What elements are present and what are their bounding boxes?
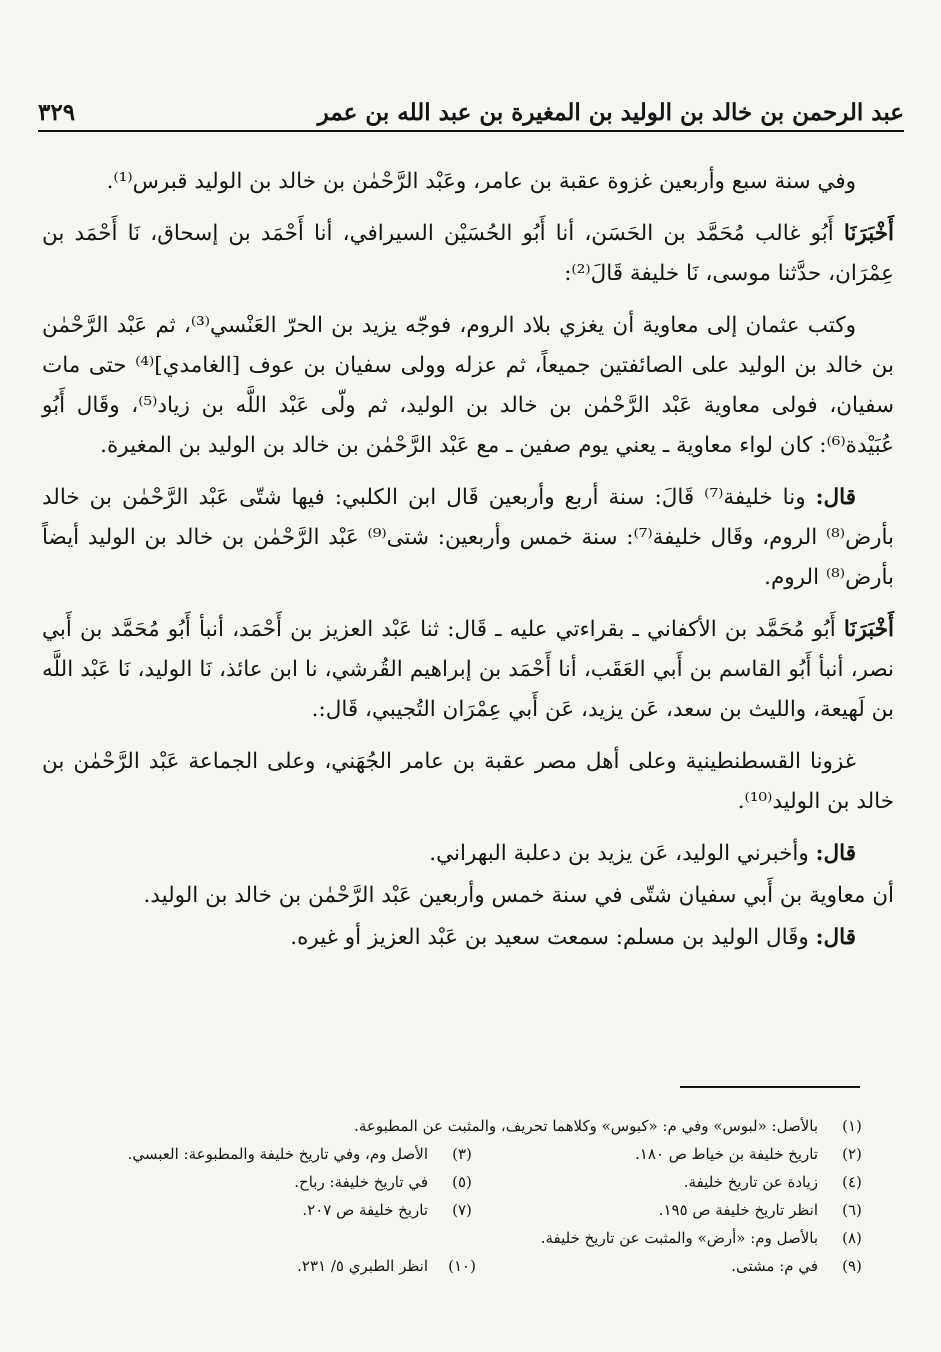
footnote-row	[70, 1112, 870, 1140]
paragraph	[42, 834, 894, 874]
footnote-number: (٢)	[842, 1145, 862, 1163]
footnote-text: في تاريخ خليفة: رباح.	[294, 1173, 428, 1191]
paragraph-text: وكتب عثمان إلى معاوية أن يغزي بلاد الروم، فوجّه يزيد بن الحرّ العَنْسي⁽³⁾، ثم عَبْد الرَّحْمٰن بن خالد بن الوليد على الصائفتين جميعاً، ثم عزله وولى سفيان بن عوف [الغامدي]⁽⁴⁾ حتى مات سفيان، فولى معاوية عَبْد الرَّحْمٰن بن خالد بن الوليد، ثم ولّى عَبْد اللَّه بن زياد⁽⁵⁾، وقَال أَبُو عُبَيْدة⁽⁶⁾: كان لواء معاوية ـ يعني يوم صفين ـ مع عَبْد الرَّحْمٰن بن خالد بن الوليد بن المغيرة.	[42, 313, 894, 458]
footnote-number: (٣)	[452, 1145, 472, 1163]
footnote-text: بالأصل: «لبوس» وفي م: «كبوس» وكلاهما تحريف، والمثبت عن المطبوعة.	[354, 1117, 818, 1135]
paragraph-text: غزونا القسطنطينية وعلى أهل مصر عقبة بن عامر الجُهَني، وعلى الجماعة عَبْد الرَّحْمٰن بن خالد بن الوليد⁽¹⁰⁾.	[42, 749, 894, 814]
footnote	[480, 1196, 870, 1224]
footnote-number: (٧)	[452, 1201, 472, 1219]
footnote	[480, 1168, 870, 1196]
footnote-number: (١)	[842, 1117, 862, 1135]
footnote	[480, 1252, 870, 1280]
footnote-text: في م: مشتى.	[731, 1257, 818, 1275]
paragraph-lead: قال:	[815, 841, 856, 866]
paragraph-lead: قال:	[815, 925, 856, 950]
paragraph	[42, 742, 894, 822]
footnote-text: انظر الطبري ٥/ ٢٣١.	[297, 1257, 428, 1275]
footnote-number: (٨)	[842, 1229, 862, 1247]
paragraph	[42, 478, 894, 598]
footnote-number: (٤)	[842, 1173, 862, 1191]
footnote-text: بالأصل وم: «أرض» والمثبت عن تاريخ خليفة.	[540, 1229, 818, 1247]
paragraph	[42, 306, 894, 466]
paragraph-text: ونا خليفة⁽⁷⁾ قَالَ: سنة أربع وأربعين قَال ابن الكلبي: فيها شتّى عَبْد الرَّحْمٰن بن خالد بأرض⁽⁸⁾ الروم، وقَال خليفة⁽⁷⁾: سنة خمس وأربعين: شتى⁽⁹⁾ عَبْد الرَّحْمٰن بن خالد بن الوليد أيضاً بأرض⁽⁸⁾ الروم.	[42, 485, 894, 590]
footnote	[90, 1168, 480, 1196]
paragraph-text: وأخبرني الوليد، عَن يزيد بن دعلبة البهراني.	[429, 841, 816, 866]
running-title: عبد الرحمن بن خالد بن الوليد بن المغيرة بن عبد الله بن عمر	[317, 99, 904, 126]
paragraph-lead: أَخْبَرَنَا	[843, 617, 894, 642]
paragraph	[42, 214, 894, 294]
paragraph	[42, 876, 894, 916]
paragraph-text: وقَال الوليد بن مسلم: سمعت سعيد بن عَبْد العزيز أو غيره.	[290, 925, 816, 950]
footnote	[90, 1252, 480, 1280]
footnote	[70, 1112, 870, 1140]
page-header	[38, 88, 904, 132]
footnote	[480, 1140, 870, 1168]
paragraph-lead: قال:	[815, 485, 856, 510]
footnote-divider	[680, 1086, 860, 1088]
footnote-text: انظر تاريخ خليفة ص ١٩٥.	[658, 1201, 818, 1219]
footnote-row	[70, 1140, 870, 1168]
paragraph	[42, 918, 894, 958]
paragraph-text: أَبُو غالب مُحَمَّد بن الحَسَن، أنا أَبُو الحُسَيْن السيرافي، أنا أَحْمَد بن إسحاق، نَا أَحْمَد بن عِمْرَان، حدَّثنا موسى، نَا خليفة قَالَ⁽²⁾:	[42, 221, 894, 286]
footnote-number: (٥)	[452, 1173, 472, 1191]
paragraph-lead: أَخْبَرَنَا	[843, 221, 894, 246]
page-number: ٣٢٩	[38, 99, 76, 126]
paragraph-text: أن معاوية بن أَبي سفيان شتّى في سنة خمس وأربعين عَبْد الرَّحْمٰن بن خالد بن الوليد.	[143, 883, 894, 908]
paragraph-text: وفي سنة سبع وأربعين غزوة عقبة بن عامر، وعَبْد الرَّحْمٰن بن خالد بن الوليد قبرس⁽¹⁾.	[106, 169, 856, 194]
footnote	[70, 1224, 870, 1252]
footnote	[90, 1196, 480, 1224]
main-text	[42, 162, 894, 970]
footnote-row	[70, 1196, 870, 1224]
footnote-row	[70, 1168, 870, 1196]
paragraph	[42, 610, 894, 730]
footnote-number: (١٠)	[448, 1257, 476, 1275]
footnote-text: الأصل وم، وفي تاريخ خليفة والمطبوعة: العبسي.	[127, 1145, 428, 1163]
footnote-text: زيادة عن تاريخ خليفة.	[683, 1173, 818, 1191]
paragraph	[42, 162, 894, 202]
paragraph-text: أَبُو مُحَمَّد بن الأكفاني ـ بقراءتي عليه ـ قَال: ثنا عَبْد العزيز بن أَحْمَد، أنبأ أَبُو مُحَمَّد بن أَبي نصر، أنبأ أَبُو القاسم بن أَبي العَقَب، أنا أَحْمَد بن إبراهيم القُرشي، نا ابن عائذ، نَا الوليد، نَا عَبْد اللَّه بن لَهيعة، والليث بن سعد، عَن يزيد، عَن أَبي عِمْرَان التُجيبي، قَال:.	[42, 617, 894, 722]
footnote-number: (٦)	[842, 1201, 862, 1219]
footnote	[90, 1140, 480, 1168]
footnote-row	[70, 1224, 870, 1252]
footnote-text: تاريخ خليفة ص ٢٠٧.	[302, 1201, 428, 1219]
footnote-text: تاريخ خليفة بن خياط ص ١٨٠.	[634, 1145, 818, 1163]
footnote-row	[70, 1252, 870, 1280]
footnotes	[70, 1112, 870, 1280]
footnote-number: (٩)	[842, 1257, 862, 1275]
